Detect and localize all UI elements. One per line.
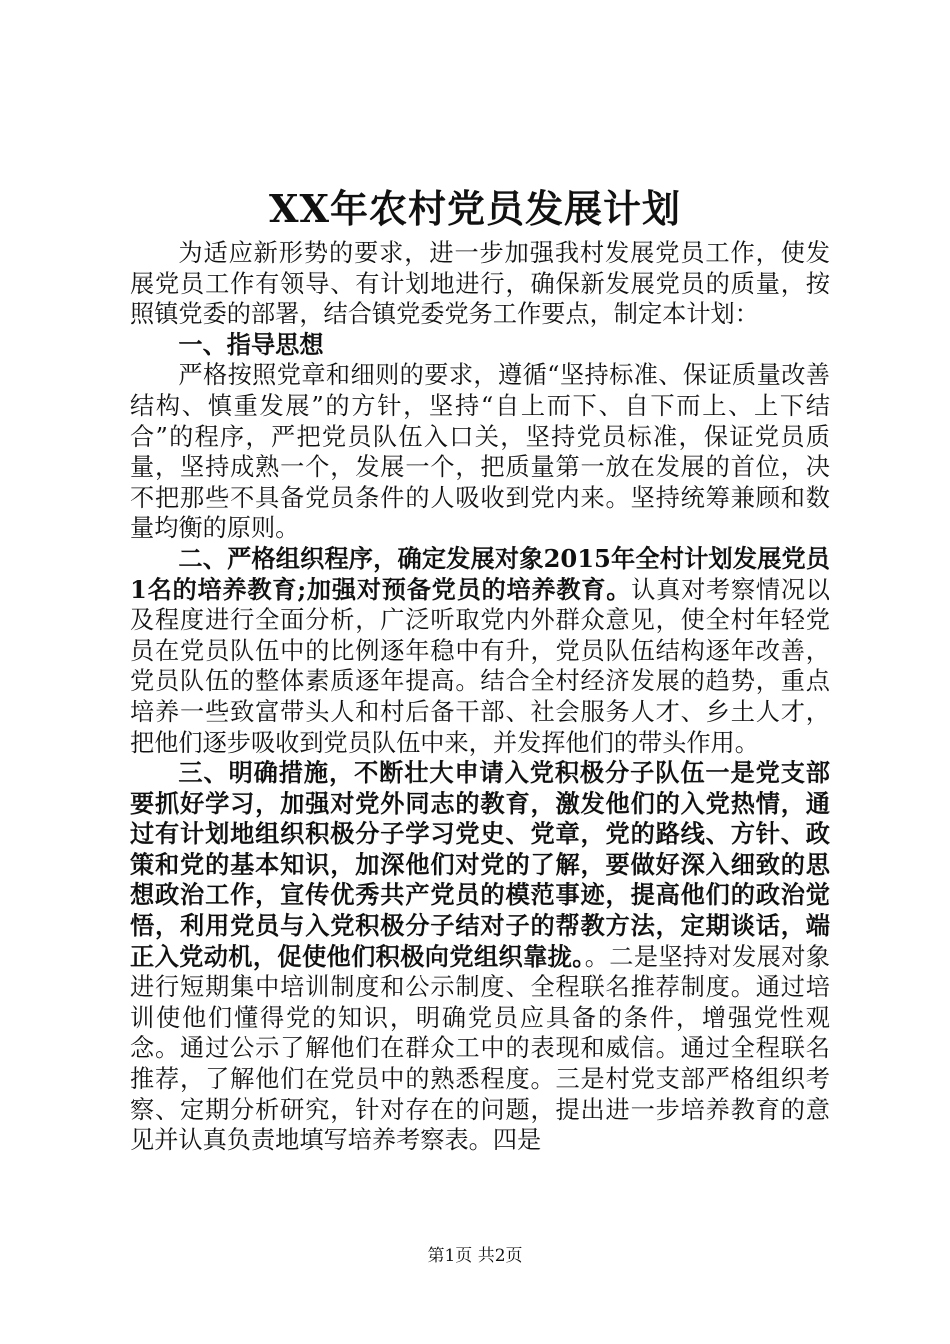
section3-text: 。二是坚持对发展对象进行短期集中培训制度和公示制度、全程联名推荐制度。通过培训使他们懂得党的知识，明确党员应具备的条件，增强党性观念。通过公示了解他们在群众工中的表现和威信。通过全程联名推荐，了解他们在党员中的熟悉程度。三是村党支部严格组织考察、定期分析研究，针对存在的问题，提出进一步培养教育的意见并认真负责地填写培养考察表。四是 <box>130 942 830 1155</box>
section3-heading: 三、明确措施，不断壮大申请入党积极分子队伍一是党支部要抓好学习，加强对党外同志的教育，激发他们的入党热情，通过有计划地组织积极分子学习党史、党章，党的路线、方针、政策和党的基本知识，加深他们对党的了解，要做好深入细致的思想政治工作，宣传优秀共产党员的模范事迹，提高他们的政治觉悟，利用党员与入党积极分子结对子的帮教方法，定期谈话，端正入党动机，促使他们积极向党组织靠拢。 <box>130 758 830 971</box>
document-title: XX年农村党员发展计划 <box>269 186 681 231</box>
section1-paragraph: 严格按照党章和细则的要求，遵循“坚持标准、保证质量改善结构、慎重发展”的方针，坚持“自上而下、自下而上、上下结合”的程序，严把党员队伍入口关，坚持党员标准，保证党员质量，坚持成熟一个，发展一个，把质量第一放在发展的首位，决不把那些不具备党员条件的人吸收到党内来。坚持统筹兼顾和数量均衡的原则。 <box>130 361 830 543</box>
section1-heading: 一、指导思想 <box>178 329 324 359</box>
section2-heading: 二、严格组织程序，确定发展对象2015年全村计划发展党员1名的培养教育;加强对预备党员的培养教育。 <box>130 543 830 604</box>
section2-paragraph <box>130 544 830 758</box>
section3-paragraph <box>130 758 830 1156</box>
section2-text: 认真对考察情况以及程度进行全面分析，广泛听取党内外群众意见，使全村年轻党员在党员队伍中的比例逐年稳中有升，党员队伍结构逐年改善，党员队伍的整体素质逐年提高。结合全村经济发展的趋势，重点培养一些致富带头人和村后备干部、社会服务人才、乡土人才，把他们逐步吸收到党员队伍中来，并发挥他们的带头作用。 <box>130 575 830 757</box>
document-body <box>130 238 830 1156</box>
intro-paragraph: 为适应新形势的要求，进一步加强我村发展党员工作，使发展党员工作有领导、有计划地进行，确保新发展党员的质量，按照镇党委的部署，结合镇党委党务工作要点，制定本计划： <box>130 239 830 329</box>
page-number-footer: 第1页 共2页 <box>427 1246 523 1266</box>
